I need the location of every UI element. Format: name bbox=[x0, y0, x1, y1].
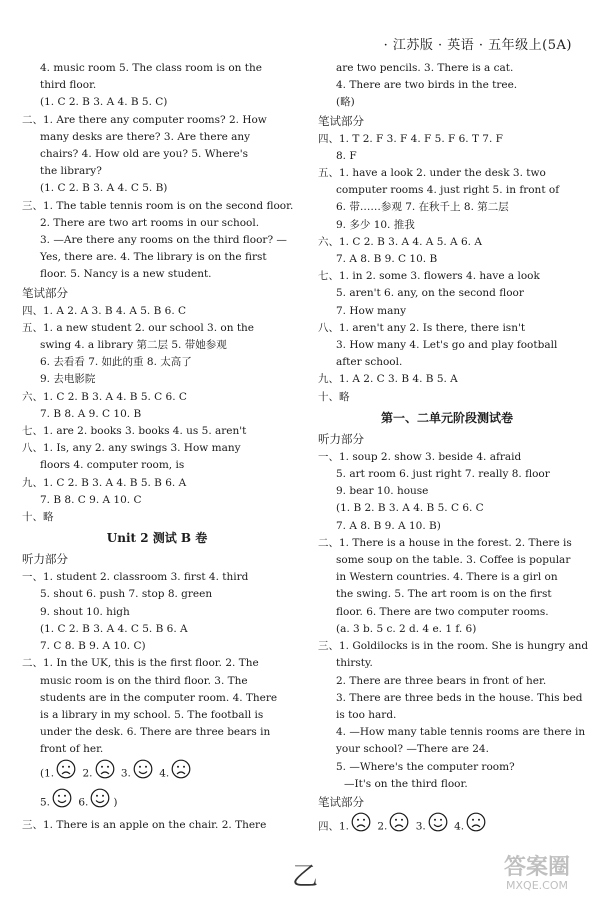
text-line: 7. A 8. B 9. C 10. B bbox=[336, 253, 438, 266]
text-line: 7. B 8. C 9. A 10. C bbox=[40, 493, 142, 506]
question-line: 四、1. T 2. F 3. F 4. F 5. F 6. T 7. F bbox=[318, 132, 503, 145]
text-line: 5. art room 6. just right 7. really 8. floor bbox=[336, 468, 550, 481]
unit-title: Unit 2 测试 B 卷 bbox=[106, 531, 208, 546]
face-label: 4. bbox=[454, 820, 465, 833]
sad-face-icon bbox=[95, 759, 115, 788]
question-line: 九、1. A 2. C 3. B 4. B 5. A bbox=[318, 373, 458, 386]
text-line: 6. 去看看 7. 如此的重 8. 太高了 bbox=[40, 356, 192, 369]
sad-face-icon bbox=[466, 812, 486, 841]
text-line: third floor. bbox=[40, 79, 97, 92]
question-line: 六、1. C 2. B 3. A 4. A 5. A 6. A bbox=[318, 235, 482, 248]
text-line: 5. shout 6. push 7. stop 8. green bbox=[40, 588, 213, 601]
text-line: 9. bear 10. house bbox=[336, 485, 429, 498]
faces-row bbox=[318, 812, 576, 841]
text-line: 7. A 8. B 9. A 10. B) bbox=[336, 519, 441, 532]
text-line: 8. F bbox=[336, 149, 357, 162]
text-line: computer rooms 4. just right 5. in front of bbox=[336, 184, 560, 197]
text-line: floor. 6. There are two computer rooms. bbox=[336, 605, 549, 618]
text-line: 9. 多少 10. 推我 bbox=[336, 218, 415, 231]
text-line: chairs? 4. How old are you? 5. Where's bbox=[40, 148, 248, 161]
face-label: 5. bbox=[40, 796, 51, 809]
face-label: 四、1. bbox=[318, 820, 350, 833]
question-line: 七、1. in 2. some 3. flowers 4. have a look bbox=[318, 270, 540, 283]
text-line: floors 4. computer room, is bbox=[40, 459, 185, 472]
question-line: 二、1. In the UK, this is the first floor. 2. The bbox=[22, 657, 259, 670]
face-label: 2. bbox=[377, 820, 388, 833]
text-line: some soup on the table. 3. Coffee is popular bbox=[336, 554, 571, 567]
question-line: 三、1. There is an apple on the chair. 2. There bbox=[22, 818, 267, 831]
watermark-logo bbox=[492, 856, 582, 892]
watermark-title: 答案圈 bbox=[503, 855, 570, 880]
text-line: 4. There are two birds in the tree. bbox=[336, 79, 518, 92]
text-line: 9. 去电影院 bbox=[40, 373, 96, 386]
faces-row bbox=[22, 788, 292, 817]
face-label: (1. bbox=[40, 767, 55, 780]
text-line: is too hard. bbox=[336, 708, 397, 721]
text-line: 4. —How many table tennis rooms are there in bbox=[336, 726, 586, 739]
sad-face-icon bbox=[351, 812, 371, 841]
question-line: 十、略 bbox=[22, 511, 54, 524]
question-line: 九、1. C 2. B 3. A 4. B 5. B 6. A bbox=[22, 476, 187, 489]
face-label: 3. bbox=[120, 767, 131, 780]
section-heading: 听力部分 bbox=[22, 552, 68, 567]
text-line: 2. There are three bears in front of her. bbox=[336, 674, 547, 687]
text-line: Yes, there are. 4. The library is on the first bbox=[40, 251, 267, 264]
page-header: · 江苏版 · 英语 · 五年级上(5A) bbox=[383, 38, 572, 53]
text-line: floor. 5. Nancy is a new student. bbox=[40, 268, 212, 281]
text-line: your school? —There are 24. bbox=[336, 743, 489, 756]
question-line: 四、1. A 2. A 3. B 4. A 5. B 6. C bbox=[22, 304, 187, 317]
text-line: the swing. 5. The art room is on the first bbox=[336, 588, 552, 601]
text-line: 2. There are two art rooms in our school. bbox=[40, 216, 260, 229]
section-heading: 笔试部分 bbox=[318, 794, 364, 809]
happy-face-icon bbox=[133, 759, 153, 788]
right-column bbox=[318, 60, 589, 841]
text-line: 5. aren't 6. any, on the second floor bbox=[336, 287, 524, 300]
face-label: 3. bbox=[415, 820, 426, 833]
text-line: 7. B 8. A 9. C 10. B bbox=[40, 407, 142, 420]
section-heading: 笔试部分 bbox=[318, 113, 364, 128]
text-line: music room is on the third floor. 3. The bbox=[40, 674, 248, 687]
text-line: 7. C 8. B 9. A 10. C) bbox=[40, 640, 146, 653]
text-line: under the desk. 6. There are three bears in bbox=[40, 726, 271, 739]
text-line: many desks are there? 3. Are there any bbox=[40, 130, 251, 143]
sad-face-icon bbox=[389, 812, 409, 841]
faces-row bbox=[22, 759, 292, 788]
text-line: —It's on the third floor. bbox=[344, 777, 468, 790]
sad-face-icon bbox=[56, 759, 76, 788]
handwritten-mark: 乙 bbox=[292, 862, 319, 892]
text-line: the library? bbox=[40, 165, 102, 178]
text-line: (1. B 2. B 3. A 4. B 5. C 6. C bbox=[336, 502, 484, 515]
text-line: 3. —Are there any rooms on the third floor? — bbox=[40, 234, 287, 247]
text-line: front of her. bbox=[40, 743, 104, 756]
question-line: 七、1. are 2. books 3. books 4. us 5. aren't bbox=[22, 425, 247, 438]
text-line: (1. C 2. B 3. A 4. C 5. B) bbox=[40, 182, 168, 195]
text-line: 6. 带……参观 7. 在秋千上 8. 第二层 bbox=[336, 201, 509, 214]
happy-face-icon bbox=[90, 788, 110, 817]
text-line: (略) bbox=[336, 96, 355, 109]
question-line: 二、1. Are there any computer rooms? 2. How bbox=[22, 113, 267, 126]
happy-face-icon bbox=[428, 812, 448, 841]
face-label: 6. bbox=[78, 796, 89, 809]
text-line: after school. bbox=[336, 356, 403, 369]
question-line: 一、1. student 2. classroom 3. first 4. third bbox=[22, 571, 249, 584]
text-line: (a. 3 b. 5 c. 2 d. 4 e. 1 f. 6) bbox=[336, 622, 477, 635]
question-line: 五、1. a new student 2. our school 3. on the bbox=[22, 321, 255, 334]
text-line: is a library in my school. 5. The football is bbox=[40, 708, 264, 721]
face-label: ) bbox=[113, 796, 118, 809]
question-line: 五、1. have a look 2. under the desk 3. two bbox=[318, 167, 546, 180]
text-line: thirsty. bbox=[336, 657, 373, 670]
question-line: 十、略 bbox=[318, 390, 350, 403]
happy-face-icon bbox=[52, 788, 72, 817]
question-line: 三、1. The table tennis room is on the second floor. bbox=[22, 199, 294, 212]
question-line: 二、1. There is a house in the forest. 2. There is bbox=[318, 536, 572, 549]
test-title: 第一、二单元阶段测试卷 bbox=[380, 410, 513, 425]
text-line: swing 4. a library 第二层 5. 带她参观 bbox=[40, 339, 227, 352]
text-line: 4. music room 5. The class room is on the bbox=[40, 62, 262, 74]
question-line: 八、1. aren't any 2. Is there, there isn't bbox=[318, 321, 526, 334]
section-heading: 听力部分 bbox=[318, 431, 364, 446]
sad-face-icon bbox=[171, 759, 191, 788]
text-line: are two pencils. 3. There is a cat. bbox=[336, 62, 514, 74]
left-column bbox=[22, 60, 292, 834]
face-label: 2. bbox=[82, 767, 93, 780]
question-line: 八、1. Is, any 2. any swings 3. How many bbox=[22, 442, 241, 455]
text-line: (1. C 2. B 3. A 4. C 5. B 6. A bbox=[40, 622, 188, 635]
watermark-url: MXQE.COM bbox=[506, 879, 568, 892]
text-line: 3. How many 4. Let's go and play football bbox=[336, 339, 558, 352]
text-line: 7. How many bbox=[336, 304, 407, 317]
face-label: 4. bbox=[159, 767, 170, 780]
text-line: 9. shout 10. high bbox=[40, 605, 130, 618]
question-line: 六、1. C 2. B 3. A 4. B 5. C 6. C bbox=[22, 390, 187, 403]
text-line: in Western countries. 4. There is a girl on bbox=[336, 571, 558, 584]
text-line: 5. —Where's the computer room? bbox=[336, 760, 515, 773]
text-line: 3. There are three beds in the house. This bed bbox=[336, 691, 583, 704]
text-line: students are in the computer room. 4. There bbox=[40, 691, 278, 704]
question-line: 一、1. soup 2. show 3. beside 4. afraid bbox=[318, 450, 522, 463]
question-line: 三、1. Goldilocks is in the room. She is hungry and bbox=[318, 640, 589, 653]
section-heading: 笔试部分 bbox=[22, 285, 68, 300]
text-line: (1. C 2. B 3. A 4. B 5. C) bbox=[40, 96, 168, 109]
